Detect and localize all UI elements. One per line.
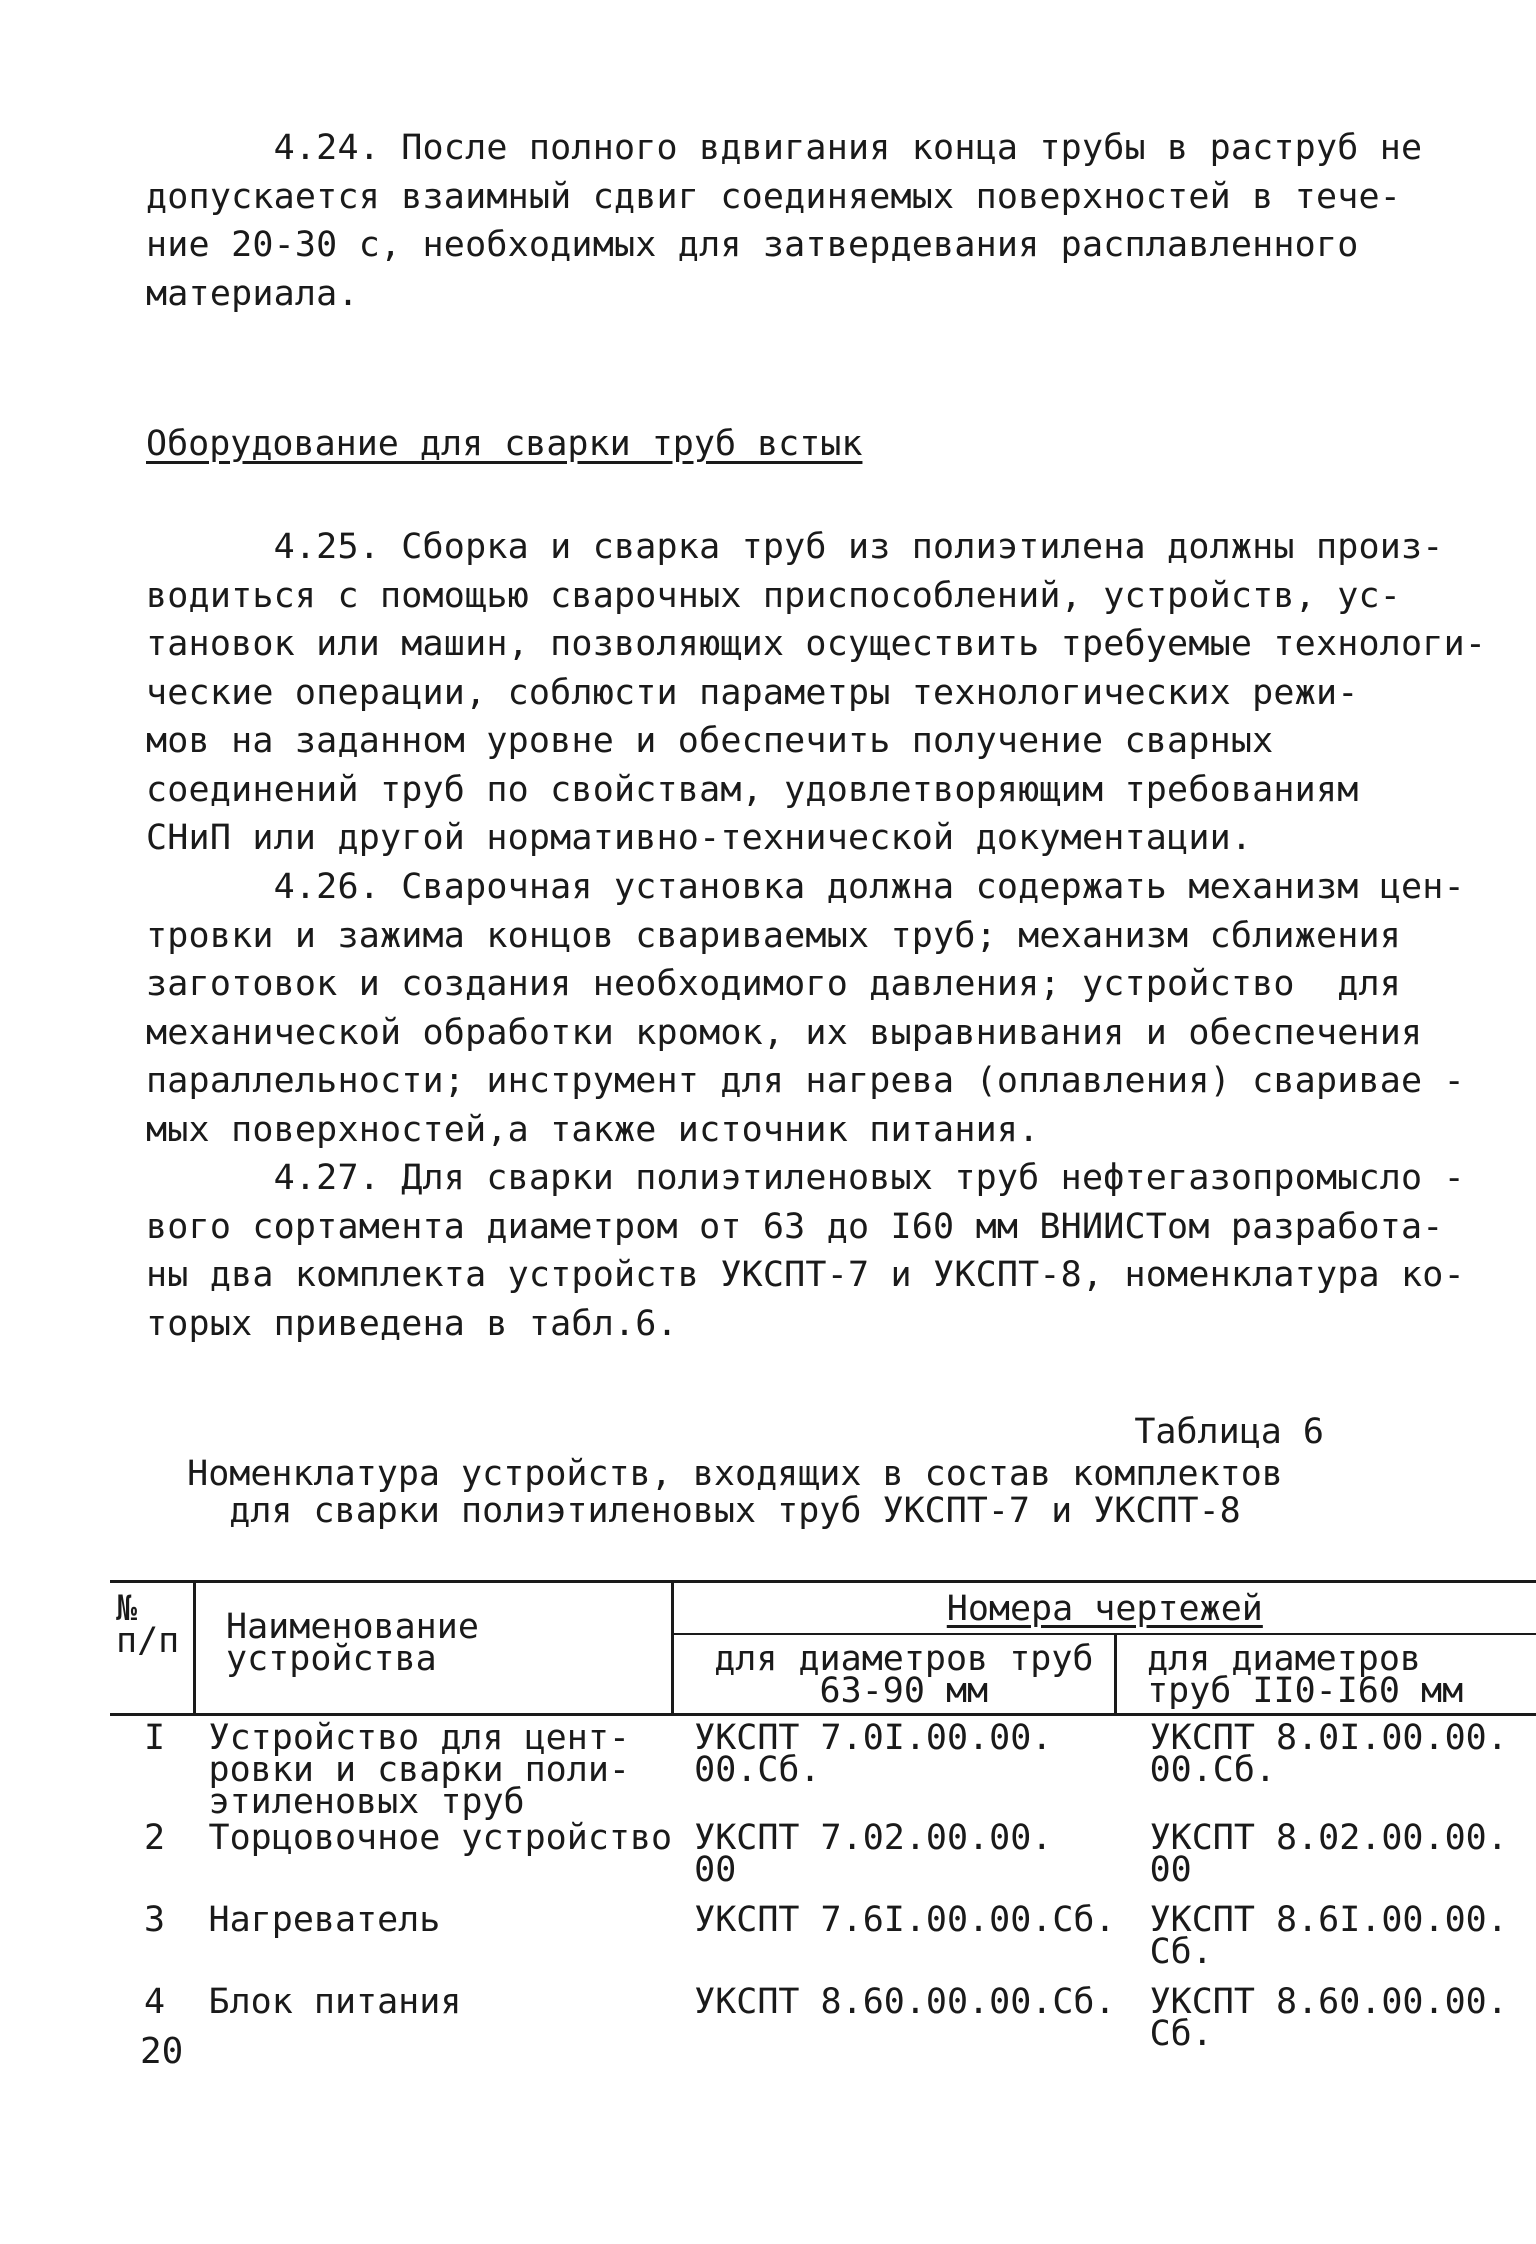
row-drawing-d1 <box>672 1818 1115 1900</box>
table-label: Таблица 6 <box>1134 1412 1324 1452</box>
paragraph-4-25 <box>146 523 1487 863</box>
header-name-line: Наименование <box>226 1607 479 1647</box>
table-title <box>150 1456 1320 1530</box>
text-line: торых приведена в табл.6. <box>146 1303 678 1344</box>
row-number: 4 <box>144 1982 166 2022</box>
header-device-name <box>195 1582 673 1715</box>
text-line: мов на заданном уровне и обеспечить получение сварных <box>146 721 1274 761</box>
text-line: ние 20-30 с, необходимых для затвердевания расплавленного <box>146 225 1359 265</box>
text-line: соединений труб по свойствам, удовлетворяющим требованиям <box>146 769 1359 810</box>
text-line: параллельности; инструмент для нагрева (оплавления) сваривае - <box>146 1061 1465 1101</box>
header-number-sign: № <box>116 1589 138 1629</box>
text-line: вого сортамента диаметром от 63 до I60 мм ВНИИСТом разработа- <box>146 1206 1444 1247</box>
cell-line: 00 <box>694 1850 737 1890</box>
text-line: заготовок и создания необходимого давления; устройство для <box>146 964 1402 1004</box>
text-line: материала. <box>146 273 359 314</box>
row-device-name <box>195 1982 673 2064</box>
header-d2-line: для диаметров <box>1147 1639 1421 1679</box>
cell-line: 00 <box>1149 1850 1192 1890</box>
cell-line: Устройство для цент- <box>208 1718 630 1758</box>
header-drawing-numbers: Номера чертежей <box>672 1582 1536 1635</box>
table-title-line: Номенклатура устройств, входящих в состав комплектов <box>187 1454 1283 1494</box>
row-number: 3 <box>144 1900 166 1940</box>
cell-line: Сб. <box>1149 1932 1213 1972</box>
row-drawing-d2 <box>1116 1900 1536 1982</box>
cell-line: УКСПТ 7.6I.00.00.Сб. <box>694 1900 1116 1940</box>
table-row <box>110 1982 1536 2064</box>
text-line: мых поверхностей,а также источник питания. <box>146 1109 1040 1150</box>
cell-line: Нагреватель <box>208 1900 441 1940</box>
cell-line: УКСПТ 8.60.00.00. <box>1149 1982 1508 2022</box>
cell-line: УКСПТ 8.0I.00.00. <box>1149 1718 1508 1758</box>
header-d1-line: 63-90 мм <box>819 1671 989 1711</box>
cell-line: УКСПТ 8.60.00.00.Сб. <box>694 1982 1116 2022</box>
row-number: I <box>144 1718 166 1758</box>
text-line: механической обработки кромок, их выравнивания и обеспечения <box>146 1012 1423 1053</box>
row-drawing-d1 <box>672 1982 1115 2064</box>
cell-line: УКСПТ 8.6I.00.00. <box>1149 1900 1508 1940</box>
text-line: 4.25. Сборка и сварка труб из полиэтилена должны произ- <box>146 527 1444 567</box>
text-line: тановок или машин, позволяющих осуществить требуемые технологи- <box>146 624 1487 664</box>
cell-line: ровки и сварки поли- <box>208 1750 630 1790</box>
paragraph-4-27 <box>146 1154 1465 1348</box>
table-row <box>110 1818 1536 1900</box>
page-number: 20 <box>140 2031 184 2072</box>
table-row <box>110 1900 1536 1982</box>
cell-line: Блок питания <box>208 1982 462 2022</box>
row-drawing-d2 <box>1116 1982 1536 2064</box>
text-line: 4.27. Для сварки полиэтиленовых труб нефтегазопромысло - <box>146 1158 1465 1198</box>
row-drawing-d1 <box>672 1900 1115 1982</box>
cell-line: УКСПТ 8.02.00.00. <box>1149 1818 1508 1858</box>
header-name-line: устройства <box>226 1639 437 1679</box>
cell-line: Сб. <box>1149 2014 1213 2054</box>
header-d1-line: для диаметров труб <box>714 1639 1094 1679</box>
paragraph-4-24 <box>146 124 1436 318</box>
row-drawing-d1 <box>672 1715 1115 1819</box>
cell-line: этиленовых труб <box>208 1782 525 1822</box>
row-device-name <box>195 1818 673 1900</box>
table-title-line: для сварки полиэтиленовых труб УКСПТ-7 и УКСПТ-8 <box>229 1491 1241 1531</box>
text-line: водиться с помощью сварочных приспособлений, устройств, ус- <box>146 575 1402 616</box>
text-line: тровки и зажима концов свариваемых труб; механизм сближения <box>146 915 1402 956</box>
text-line: 4.24. После полного вдвигания конца трубы в раструб не <box>146 128 1423 168</box>
text-line: СНиП или другой нормативно-технической документации. <box>146 818 1253 858</box>
cell-line: УКСПТ 7.02.00.00. <box>694 1818 1053 1858</box>
text-line: 4.26. Сварочная установка должна содержать механизм цен- <box>146 867 1465 907</box>
header-diameter-63-90 <box>672 1634 1115 1715</box>
cell-line: 00.Сб. <box>694 1750 821 1790</box>
text-line: допускается взаимный сдвиг соединяемых поверхностей в тече- <box>146 176 1402 217</box>
cell-line: Торцовочное устройство <box>208 1818 673 1858</box>
paragraph-4-26 <box>146 863 1465 1154</box>
cell-line: 00.Сб. <box>1149 1750 1276 1790</box>
text-line: ческие операции, соблюсти параметры технологических режи- <box>146 672 1359 713</box>
text-line: ны два комплекта устройств УКСПТ-7 и УКСПТ-8, номенклатура ко- <box>146 1255 1465 1295</box>
header-diameter-110-160 <box>1116 1634 1536 1715</box>
row-device-name <box>195 1900 673 1982</box>
row-number: 2 <box>144 1818 166 1858</box>
header-d2-line: труб II0-I60 мм <box>1147 1671 1464 1711</box>
table-row <box>110 1715 1536 1819</box>
row-device-name <box>195 1715 673 1822</box>
header-number <box>110 1582 195 1715</box>
row-drawing-d2 <box>1116 1715 1536 1819</box>
section-heading: Оборудование для сварки труб встык <box>146 424 863 464</box>
equipment-table <box>110 1580 1536 2064</box>
header-number-pp: п/п <box>116 1621 180 1661</box>
cell-line: УКСПТ 7.0I.00.00. <box>694 1718 1053 1758</box>
row-drawing-d2 <box>1116 1818 1536 1900</box>
